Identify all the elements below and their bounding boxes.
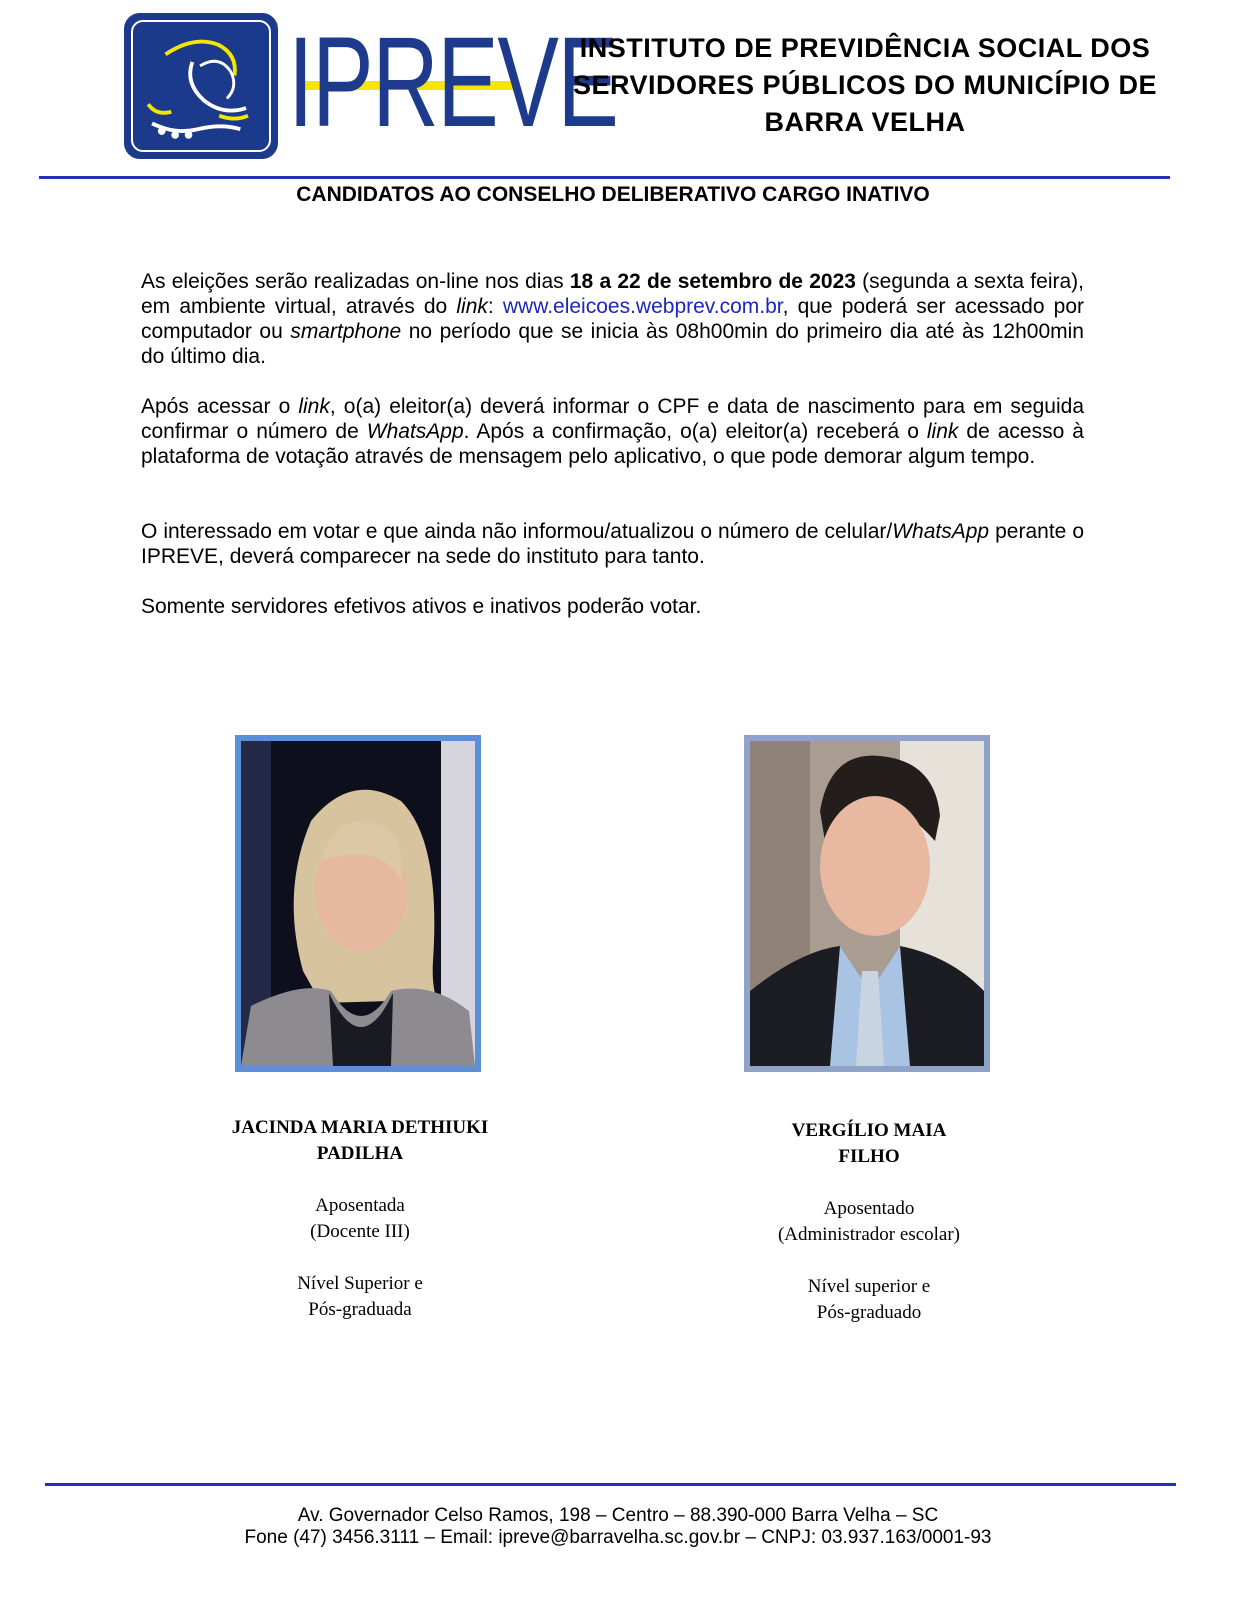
candidate-education: Pós-graduado [816, 1302, 922, 1323]
logo-wordmark: IPREVE [288, 11, 618, 154]
institute-line: BARRA VELHA [764, 107, 966, 137]
text-run: no período que se inicia às 08h00min do primeiro dia até às 12h00min do último dia. [141, 320, 1084, 368]
candidate-name: FILHO [838, 1146, 900, 1167]
institute-line: SERVIDORES PÚBLICOS DO MUNICÍPIO DE [572, 70, 1158, 100]
footer-divider [45, 1483, 1176, 1486]
candidate-education: Nível Superior e [297, 1273, 423, 1294]
candidate-education: Nível superior e [807, 1276, 931, 1297]
portrait-woman-illustration [241, 741, 475, 1066]
election-url-link[interactable]: www.eleicoes.webprev.com.br [502, 295, 783, 318]
text-run: de acesso à plataforma de votação através de mensagem pelo aplicativo, o que pode demorar algum tempo. [141, 420, 1084, 468]
text-run: . Após a confirmação, o(a) eleitor(a) receberá o [463, 420, 927, 443]
text-run: perante o IPREVE, deverá comparecer na sede do instituto para tanto. [141, 520, 1084, 568]
text-run: , que poderá ser acessado por computador ou [141, 295, 1084, 343]
text-run: As eleições serão realizadas on-line nos dias [141, 270, 570, 293]
header-divider [39, 176, 1170, 179]
text-run: O interessado em votar e que ainda não informou/atualizou o número de celular/ [141, 520, 893, 543]
institute-name [555, 30, 1175, 141]
candidate-photo [235, 735, 481, 1072]
text-run: smartphone [290, 320, 402, 343]
text-run: (segunda a sexta feira), em ambiente virtual, através do [141, 270, 1084, 318]
text-run: Após acessar o [141, 395, 299, 418]
candidate-role: (Administrador escolar) [777, 1224, 961, 1245]
text-run: link [456, 295, 488, 318]
text-run: link [926, 420, 959, 443]
election-dates: 18 a 22 de setembro de 2023 [569, 270, 856, 293]
footer-address: Av. Governador Celso Ramos, 198 – Centro – 88.390-000 Barra Velha – SC [297, 1505, 939, 1526]
paragraph-access-instructions [141, 394, 1084, 469]
candidate-status: Aposentada [315, 1195, 405, 1216]
candidate-photo [744, 735, 990, 1072]
text-run: : [487, 295, 503, 318]
institute-line: INSTITUTO DE PREVIDÊNCIA SOCIAL DOS [579, 33, 1151, 63]
text-run: WhatsApp [366, 420, 464, 443]
candidate-education: Pós-graduada [308, 1299, 412, 1320]
candidate-name: VERGÍLIO MAIA [791, 1120, 947, 1141]
document-title: CANDIDATOS AO CONSELHO DELIBERATIVO CARGO INATIVO [296, 183, 930, 206]
handshake-icon [127, 16, 275, 156]
footer-contact: Fone (47) 3456.3111 – Email: ipreve@barravelha.sc.gov.br – CNPJ: 03.937.163/0001-93 [244, 1527, 992, 1548]
candidate-role: (Docente III) [310, 1221, 410, 1242]
paragraph-whatsapp-update [141, 519, 1084, 569]
candidate-card [689, 1118, 1049, 1326]
candidate-name: JACINDA MARIA DETHIUKI [231, 1117, 489, 1138]
text-run: link [298, 395, 330, 418]
text-run: , o(a) eleitor(a) deverá informar o CPF e data de nascimento para em seguida confirmar o número de [141, 395, 1084, 443]
paragraph-eligibility: Somente servidores efetivos ativos e inativos poderão votar. [141, 595, 702, 618]
candidate-status: Aposentado [823, 1198, 915, 1219]
paragraph-election-dates [141, 269, 1084, 369]
ipreve-logo-emblem [124, 13, 278, 159]
portrait-man-illustration [750, 741, 984, 1066]
candidate-name: PADILHA [316, 1143, 404, 1164]
candidate-card [180, 1115, 540, 1323]
text-run: WhatsApp [892, 520, 990, 543]
